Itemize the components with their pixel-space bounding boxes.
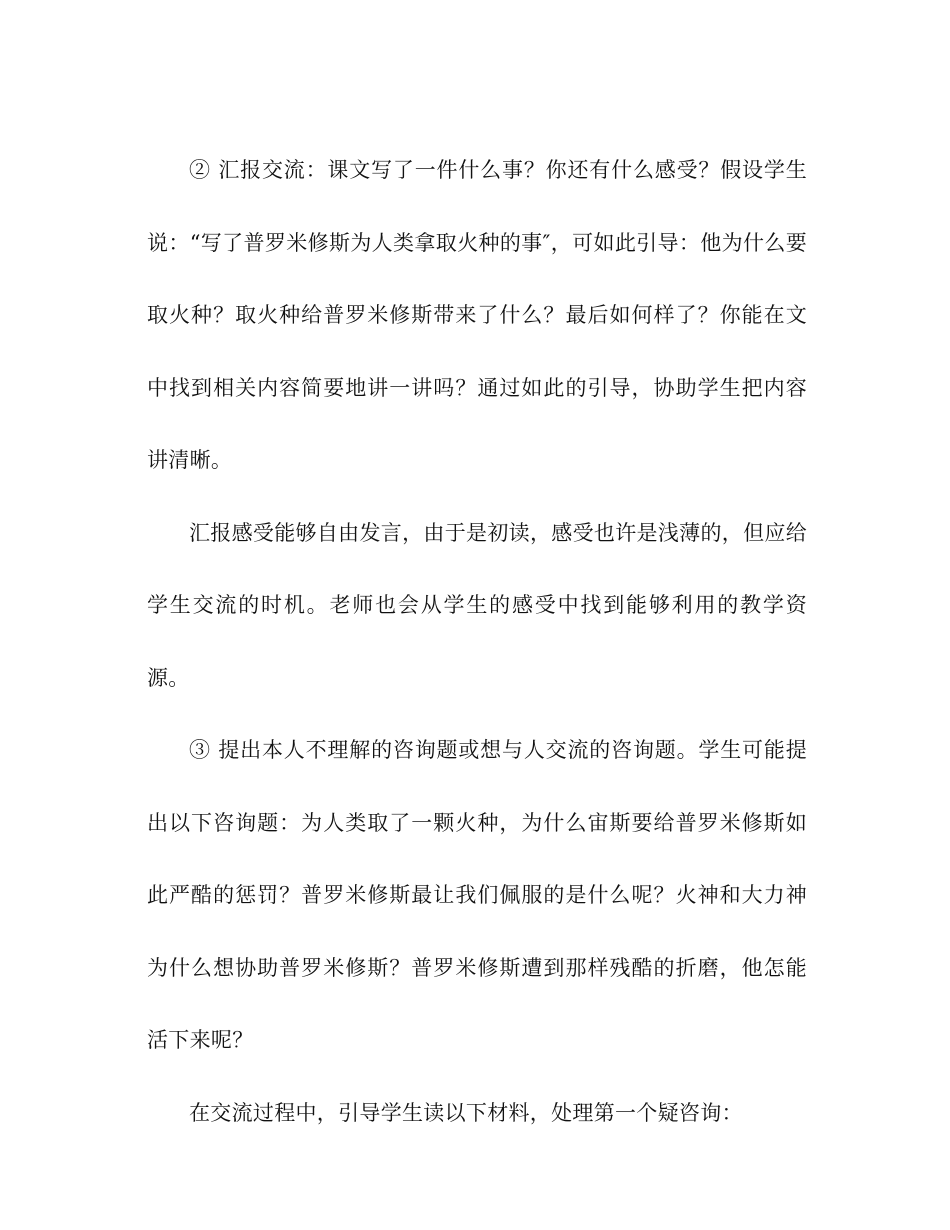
paragraph-report-exchange: ② 汇报交流：课文写了一件什么事？你还有什么感受？假设学生说：“写了普罗米修斯为人类拿取火种的事″，可如此引导：他为什么要取火种？取火种给普罗米修斯带来了什么？最后如何样了？你能在文中找到相关内容简要地讲一讲吗？通过如此的引导，协助学生把内容讲清晰。 xyxy=(147,158,807,472)
paragraph-raise-questions: ③ 提出本人不理解的咨询题或想与人交流的咨询题。学生可能提出以下咨询题：为人类取了一颗火种，为什么宙斯要给普罗米修斯如此严酷的惩罚？普罗米修斯最让我们佩服的是什么呢？火神和大力神为什么想协助普罗米修斯？普罗米修斯遭到那样残酷的折磨，他怎能活下来呢？ xyxy=(147,738,807,1052)
paragraph-guide-reading: 在交流过程中，引导学生读以下材料，处理第一个疑咨询： xyxy=(189,1100,743,1125)
document-body xyxy=(147,134,807,1149)
paragraph-share-feelings: 汇报感受能够自由发言，由于是初读，感受也许是浅薄的，但应给学生交流的时机。老师也会从学生的感受中找到能够利用的教学资源。 xyxy=(147,520,807,690)
